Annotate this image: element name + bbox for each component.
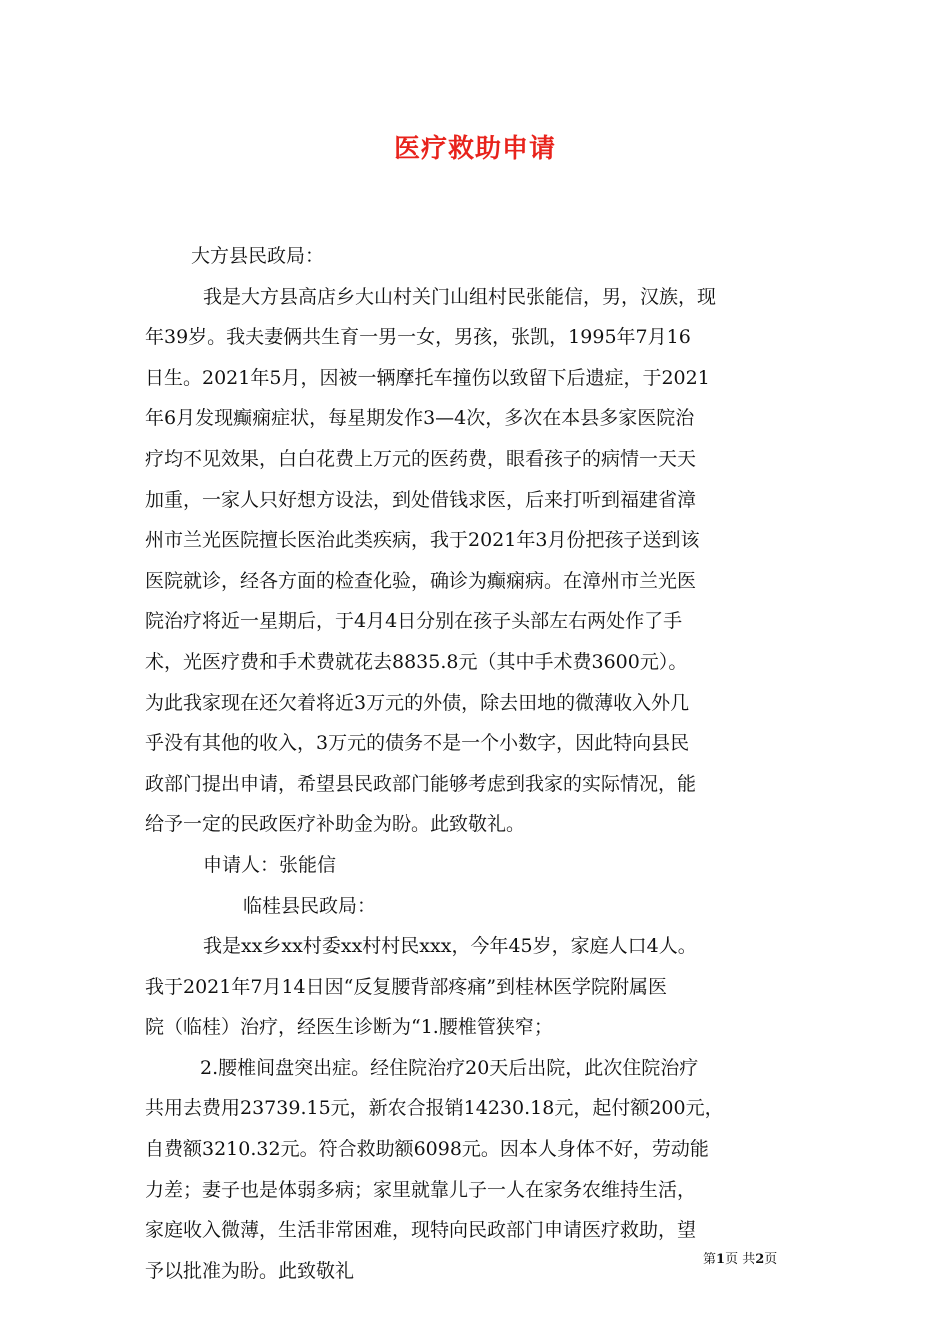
letter1-line: 年39岁。我夫妻俩共生育一男一女，男孩，张凯，1995年7月16 bbox=[145, 326, 691, 349]
document-title: 医疗救助申请 bbox=[393, 134, 556, 164]
letter1-line: 州市兰光医院擅长医治此类疾病，我于2021年3月份把孩子送到该 bbox=[145, 529, 700, 552]
letter2-line: 家庭收入微薄，生活非常困难，现特向民政部门申请医疗救助，望 bbox=[145, 1219, 697, 1242]
letter1-line: 加重，一家人只好想方设法，到处借钱求医，后来打听到福建省漳 bbox=[145, 488, 697, 511]
letter2-line: 共用去费用23739.15元，新农合报销14230.18元，起付额200元， bbox=[145, 1097, 724, 1120]
letter1-line: 医院就诊，经各方面的检查化验，确诊为癫痫病。在漳州市兰光医 bbox=[145, 569, 697, 592]
letter1-line: 术，光医疗费和手术费就花去8835.8元（其中手术费3600元）。 bbox=[145, 650, 688, 673]
letter2-line: 我于2021年7月14日因“反复腰背部疼痛”到桂林医学院附属医 bbox=[145, 975, 668, 998]
letter2-line: 予以批准为盼。此致敬礼 bbox=[145, 1259, 355, 1282]
letter1-line: 院治疗将近一星期后，于4月4日分别在孩子头部左右两处作了手 bbox=[145, 610, 683, 633]
letter2-line: 2.腰椎间盘突出症。经住院治疗20天后出院，此次住院治疗 bbox=[200, 1056, 699, 1079]
letter1-line: 年6月发现癫痫症状，每星期发作3—4次，多次在本县多家医院治 bbox=[145, 407, 695, 430]
letter2-salutation: 临桂县民政局： bbox=[243, 894, 377, 917]
letter1-line: 政部门提出申请，希望县民政部门能够考虑到我家的实际情况，能 bbox=[145, 772, 697, 795]
letter2-line: 力差；妻子也是体弱多病；家里就靠儿子一人在家务农维持生活， bbox=[145, 1178, 697, 1201]
letter1-line: 为此我家现在还欠着将近3万元的外债，除去田地的微薄收入外几 bbox=[145, 691, 690, 714]
footer-total-pages: 2 bbox=[755, 1252, 765, 1267]
footer-prefix: 第 bbox=[703, 1252, 717, 1267]
document-body bbox=[145, 236, 810, 1291]
letter1-line: 疗均不见效果，白白花费上万元的医药费，眼看孩子的病情一天天 bbox=[145, 447, 697, 470]
letter1-signer: 申请人：张能信 bbox=[203, 853, 337, 876]
letter2-line: 我是xx乡xx村委xx村村民xxx，今年45岁，家庭人口4人。 bbox=[203, 935, 697, 958]
letter1-line: 日生。2021年5月，因被一辆摩托车撞伤以致留下后遗症，于2021 bbox=[145, 366, 710, 389]
letter2-line: 自费额3210.32元。符合救助额6098元。因本人身体不好，劳动能 bbox=[145, 1138, 709, 1161]
letter2-line: 院（临桂）治疗，经医生诊断为“1.腰椎管狭窄； bbox=[145, 1016, 553, 1039]
letter1-line: 我是大方县高店乡大山村关门山组村民张能信，男，汉族，现 bbox=[203, 285, 717, 308]
page-footer bbox=[0, 1248, 950, 1267]
footer-page-number: 1 bbox=[716, 1252, 726, 1267]
letter1-salutation: 大方县民政局： bbox=[191, 245, 325, 267]
letter1-line: 乎没有其他的收入，3万元的债务不是一个小数字，因此特向县民 bbox=[145, 732, 690, 755]
footer-suffix: 页 bbox=[764, 1252, 778, 1267]
letter1-line: 给予一定的民政医疗补助金为盼。此致敬礼。 bbox=[145, 813, 526, 836]
footer-middle: 页 共 bbox=[725, 1252, 756, 1267]
